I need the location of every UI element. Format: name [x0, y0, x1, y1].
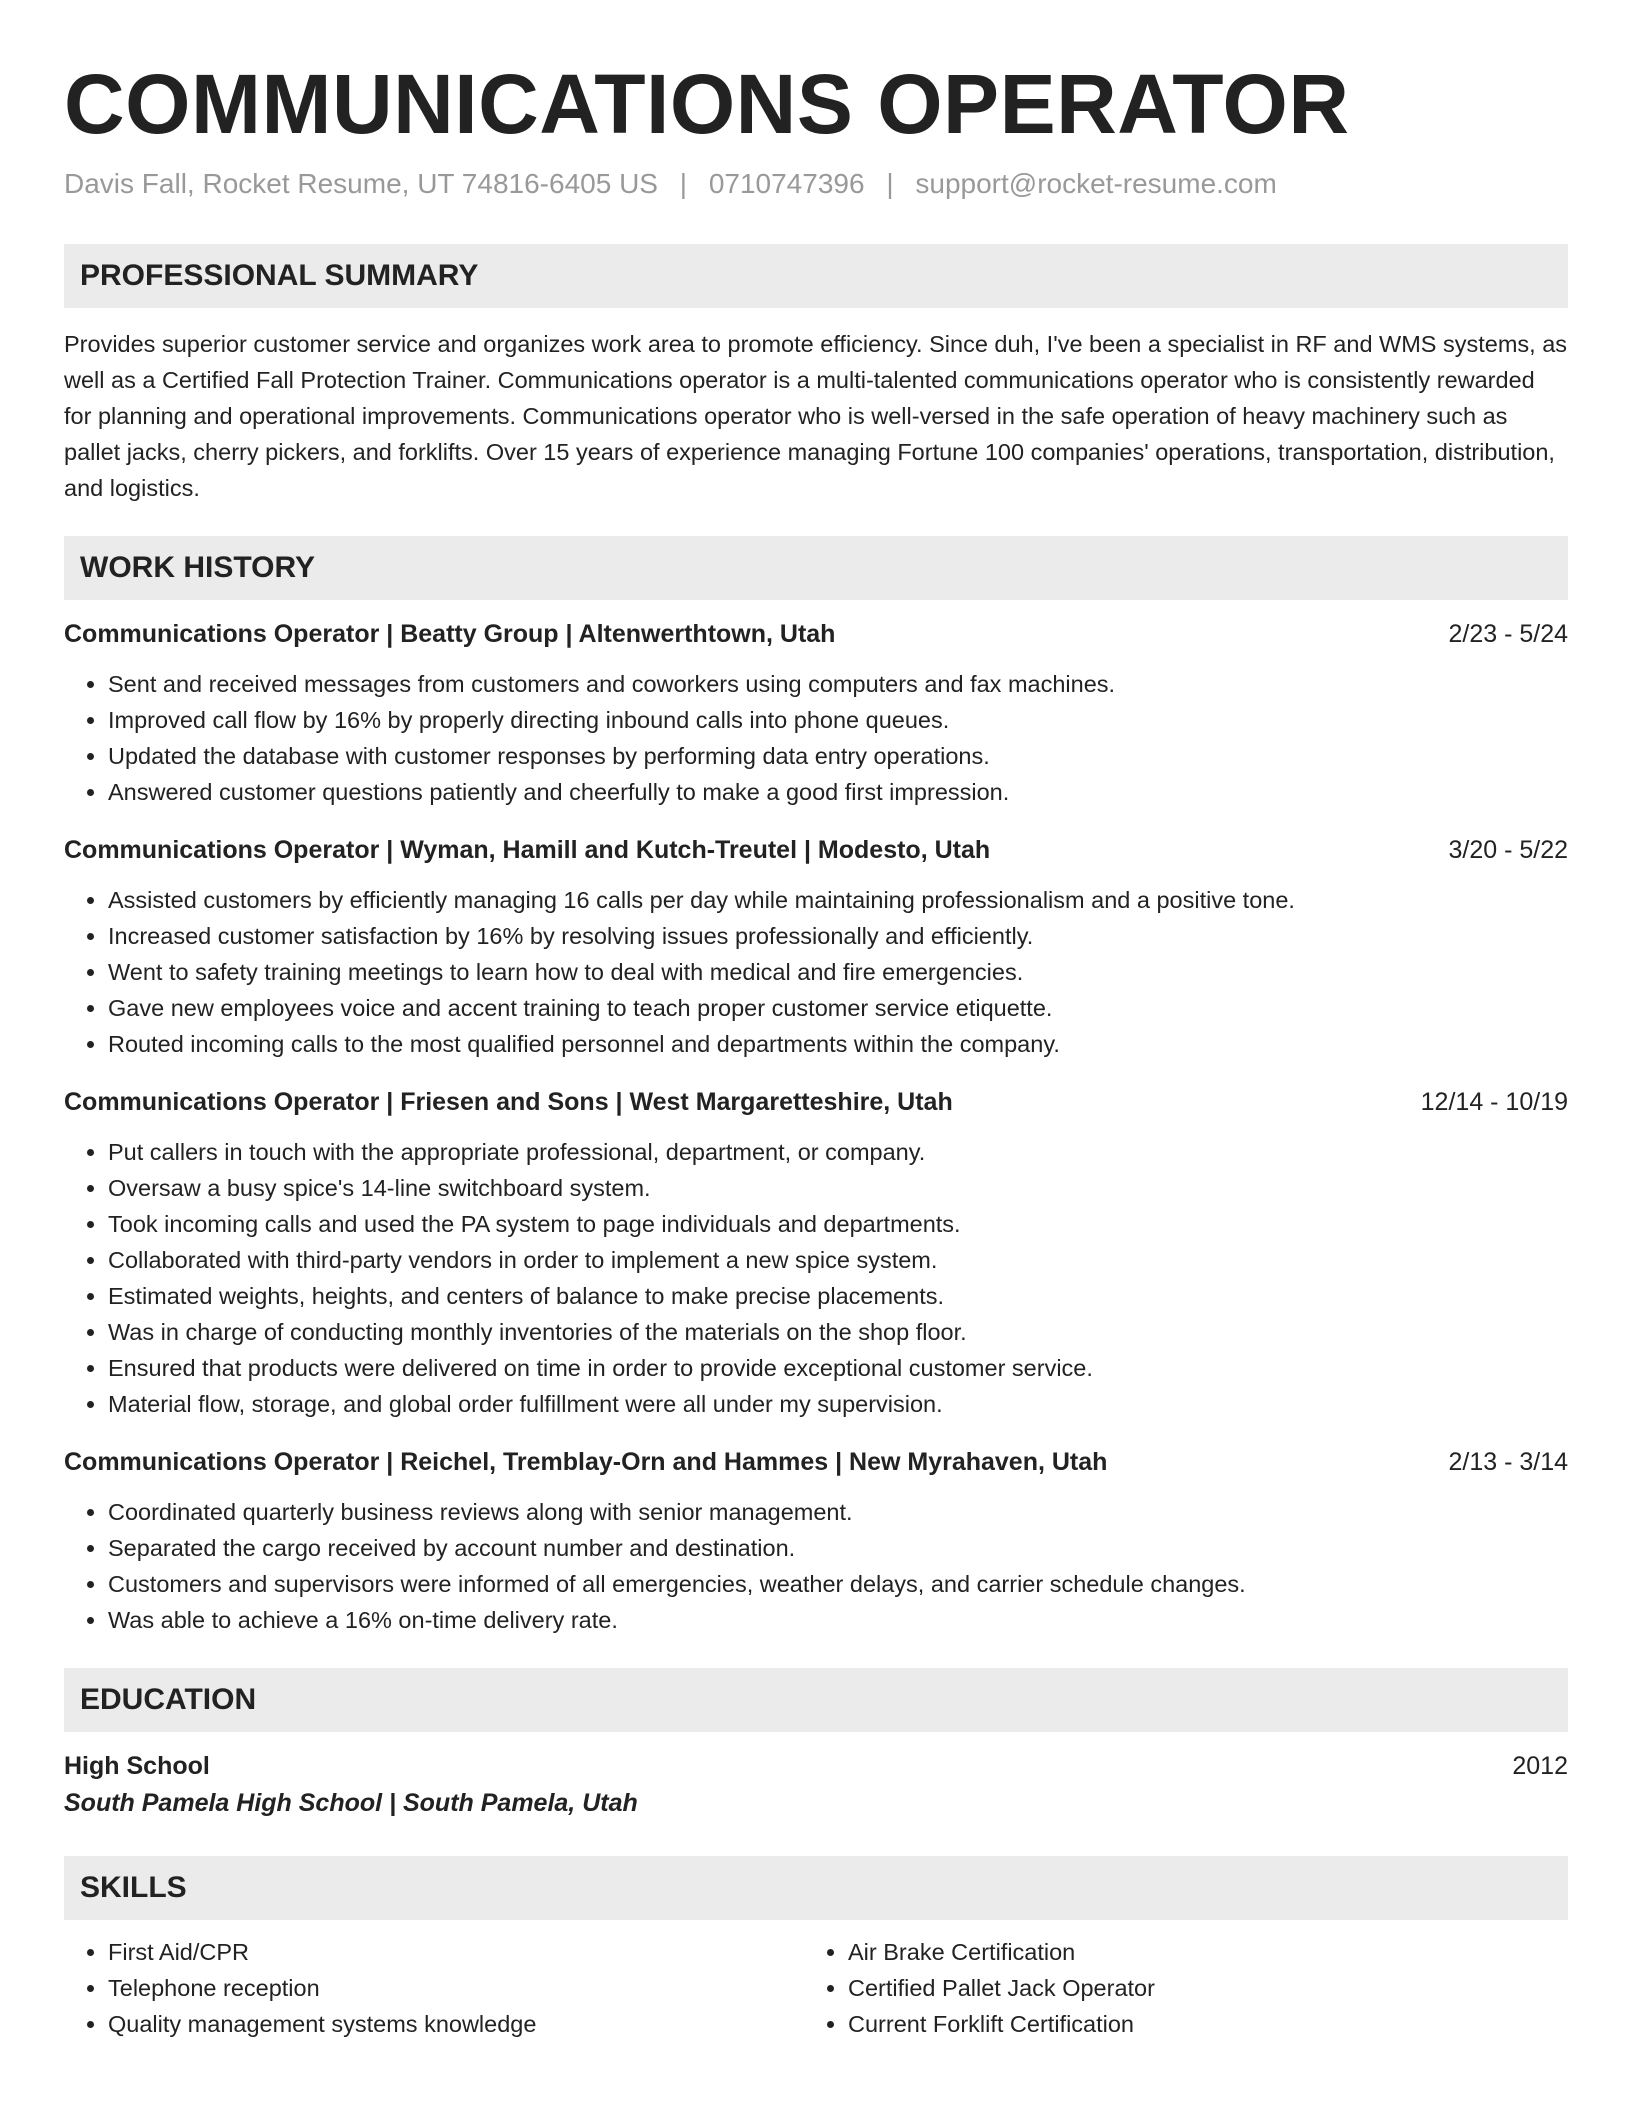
- skills-list: [64, 1934, 1568, 2042]
- job-bullet: • Gave new employees voice and accent training to teach proper customer service etiquette.: [108, 990, 1568, 1026]
- skill-item: • Quality management systems knowledge: [108, 2006, 804, 2042]
- skill-item: • Telephone reception: [108, 1970, 804, 2006]
- skills-column-right: [804, 1934, 1544, 2042]
- contact-separator: |: [679, 168, 688, 199]
- job-bullet: • Separated the cargo received by account number and destination.: [108, 1530, 1568, 1566]
- job-header: [64, 1444, 1568, 1480]
- job-bullet: • Was in charge of conducting monthly inventories of the materials on the shop floor.: [108, 1314, 1568, 1350]
- job-entry: [64, 616, 1568, 810]
- job-bullet: • Updated the database with customer responses by performing data entry operations.: [108, 738, 1568, 774]
- education-year: 2012: [1512, 1752, 1568, 1780]
- job-header: [64, 832, 1568, 868]
- job-title: Communications Operator | Wyman, Hamill and Kutch-Treutel | Modesto, Utah: [64, 836, 991, 864]
- job-bullet: • Increased customer satisfaction by 16% by resolving issues professionally and efficiently.: [108, 918, 1568, 954]
- job-header: [64, 616, 1568, 652]
- skill-item: • Air Brake Certification: [848, 1934, 1544, 1970]
- job-bullet: • Answered customer questions patiently and cheerfully to make a good first impression.: [108, 774, 1568, 810]
- skill-item: • Current Forklift Certification: [848, 2006, 1544, 2042]
- skill-item: • Certified Pallet Jack Operator: [848, 1970, 1544, 2006]
- section-header-skills: SKILLS: [64, 1856, 1568, 1920]
- job-bullet: • Assisted customers by efficiently managing 16 calls per day while maintaining professionalism and a positive tone.: [108, 882, 1568, 918]
- resume-name: COMMUNICATIONS OPERATOR: [64, 57, 1350, 151]
- job-bullets: [64, 666, 1568, 810]
- job-title: Communications Operator | Beatty Group | Altenwerthtown, Utah: [64, 620, 836, 648]
- job-entry: [64, 1444, 1568, 1638]
- education-entry: [64, 1748, 1568, 1822]
- job-entry: [64, 1084, 1568, 1422]
- section-header-education: EDUCATION: [64, 1668, 1568, 1732]
- job-bullet: • Sent and received messages from customers and coworkers using computers and fax machines.: [108, 666, 1568, 702]
- job-bullet: • Estimated weights, heights, and centers of balance to make precise placements.: [108, 1278, 1568, 1314]
- job-bullets: [64, 1134, 1568, 1422]
- education-header: [64, 1748, 1568, 1784]
- job-bullet: • Oversaw a busy spice's 14-line switchboard system.: [108, 1170, 1568, 1206]
- job-bullet: • Ensured that products were delivered on time in order to provide exceptional customer service.: [108, 1350, 1568, 1386]
- job-bullet: • Took incoming calls and used the PA system to page individuals and departments.: [108, 1206, 1568, 1242]
- contact-separator: |: [886, 168, 894, 199]
- resume-page: [64, 0, 1568, 2042]
- skill-item: • First Aid/CPR: [108, 1934, 804, 1970]
- contact-email: support@rocket-resume.com: [915, 168, 1277, 199]
- job-dates: 2/13 - 3/14: [1448, 1448, 1568, 1476]
- job-title: Communications Operator | Reichel, Tremblay-Orn and Hammes | New Myrahaven, Utah: [64, 1448, 1108, 1476]
- contact-phone: 0710747396: [708, 168, 865, 199]
- job-bullet: • Put callers in touch with the appropriate professional, department, or company.: [108, 1134, 1568, 1170]
- job-bullets: [64, 882, 1568, 1062]
- contact-address: Davis Fall, Rocket Resume, UT 74816-6405 US: [64, 168, 658, 199]
- job-bullet: • Material flow, storage, and global order fulfillment were all under my supervision.: [108, 1386, 1568, 1422]
- job-title: Communications Operator | Friesen and Sons | West Margaretteshire, Utah: [64, 1088, 953, 1116]
- job-bullet: • Improved call flow by 16% by properly directing inbound calls into phone queues.: [108, 702, 1568, 738]
- section-header-summary: PROFESSIONAL SUMMARY: [64, 244, 1568, 308]
- job-bullet: • Collaborated with third-party vendors in order to implement a new spice system.: [108, 1242, 1568, 1278]
- job-dates: 12/14 - 10/19: [1420, 1088, 1568, 1116]
- job-dates: 3/20 - 5/22: [1448, 836, 1568, 864]
- education-degree: High School: [64, 1752, 210, 1780]
- job-bullet: • Routed incoming calls to the most qualified personnel and departments within the company.: [108, 1026, 1568, 1062]
- job-bullet: • Went to safety training meetings to learn how to deal with medical and fire emergencies.: [108, 954, 1568, 990]
- skills-column-left: [64, 1934, 804, 2042]
- summary-text: Provides superior customer service and organizes work area to promote efficiency. Since duh, I've been a specialist in RF and WMS systems, as well as a Certified Fall Protection Trainer. Communications operator is a multi-talented communications operator who is consistently rewarded for planning and operational improvements. Communications operator who is well-versed in the safe operation of heavy machinery such as pallet jacks, cherry pickers, and forklifts. Over 15 years of experience managing Fortune 100 companies' operations, transportation, distribution, and logistics.: [64, 331, 1568, 501]
- job-bullet: • Coordinated quarterly business reviews along with senior management.: [108, 1494, 1568, 1530]
- section-header-work-history: WORK HISTORY: [64, 536, 1568, 600]
- contact-line: [64, 166, 1568, 202]
- job-entry: [64, 832, 1568, 1062]
- job-bullets: [64, 1494, 1568, 1638]
- job-bullet: • Customers and supervisors were informed of all emergencies, weather delays, and carrier schedule changes.: [108, 1566, 1568, 1602]
- job-bullet: • Was able to achieve a 16% on-time delivery rate.: [108, 1602, 1568, 1638]
- education-school: South Pamela High School | South Pamela, Utah: [64, 1789, 638, 1817]
- job-header: [64, 1084, 1568, 1120]
- job-dates: 2/23 - 5/24: [1448, 620, 1568, 648]
